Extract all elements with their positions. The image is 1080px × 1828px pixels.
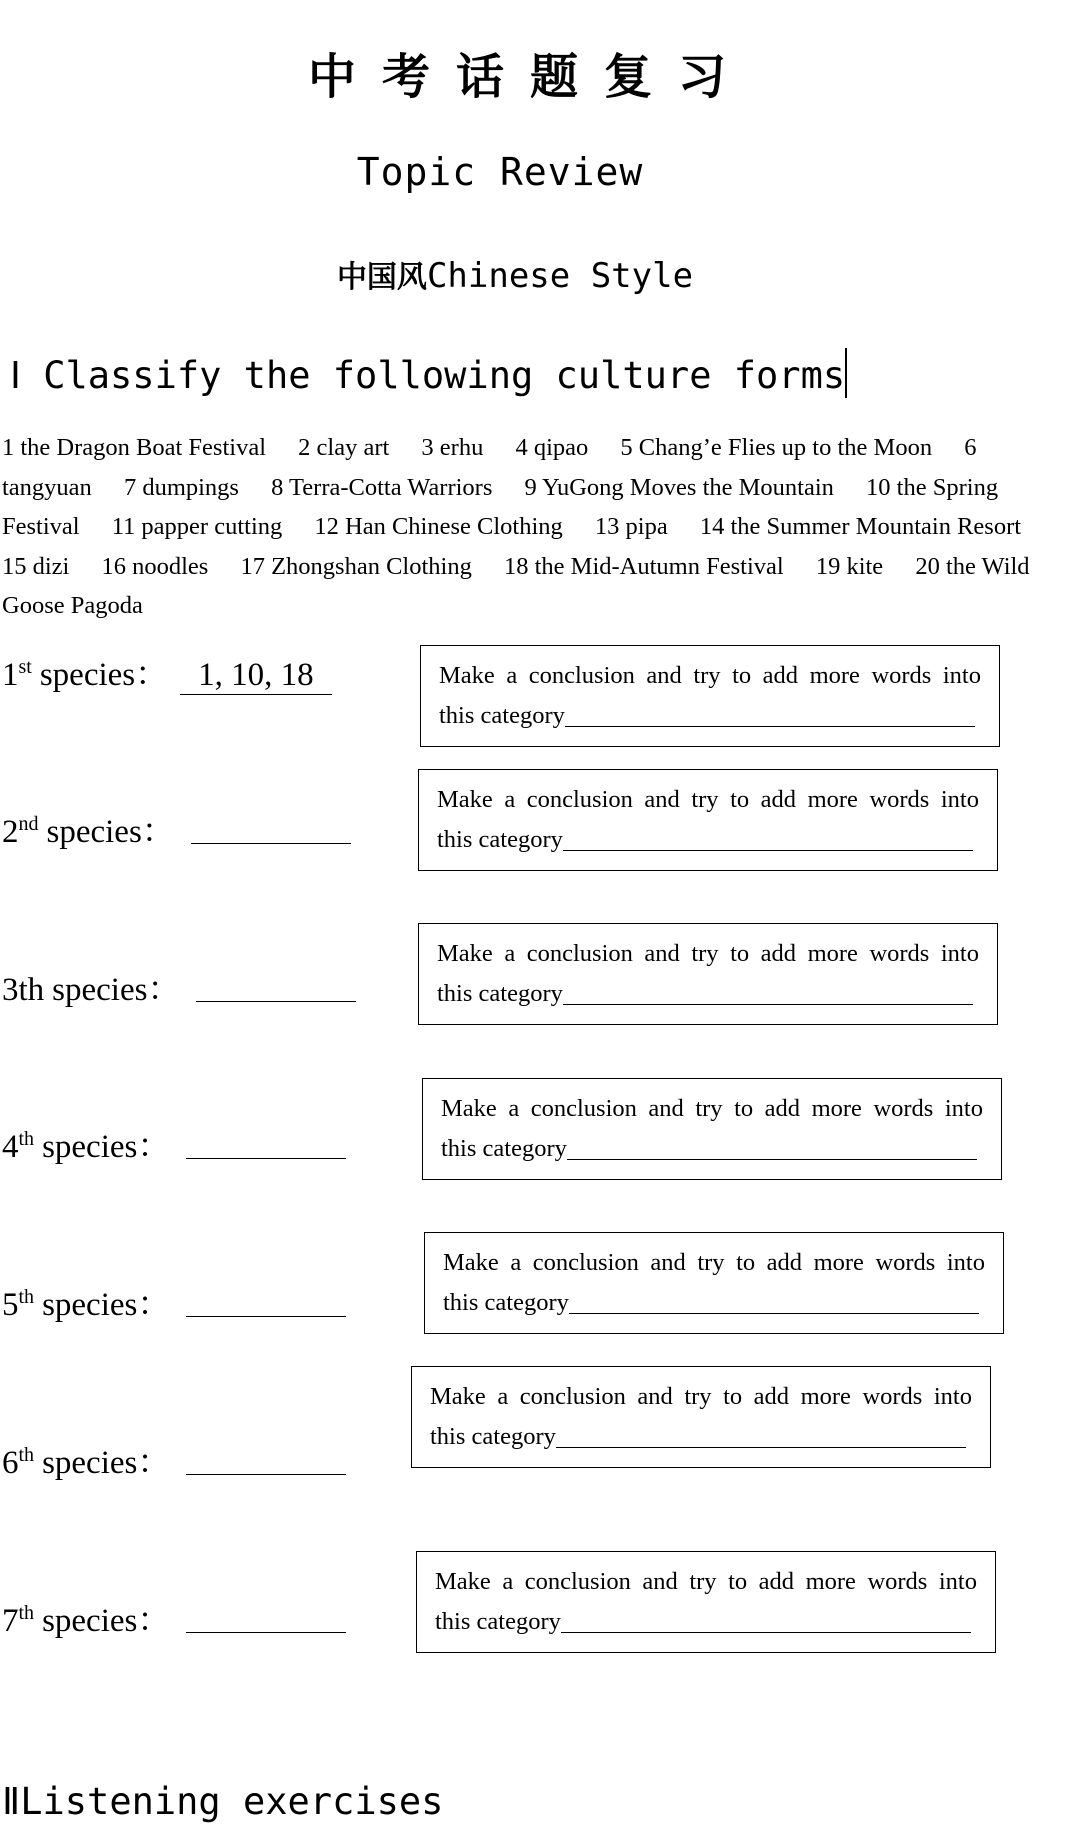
species-label: species：: [42, 1129, 171, 1165]
species-label: species：: [42, 1603, 171, 1639]
conclusion-prompt: Make a conclusion and try to add more words into: [439, 662, 981, 689]
species-number: 6: [2, 1445, 19, 1481]
culture-form-item: 19 kite: [815, 552, 884, 580]
conclusion-prompt: Make a conclusion and try to add more words into: [443, 1249, 985, 1276]
culture-form-item: 14 the Summer Mountain Resort: [699, 513, 1022, 540]
species-answer-blank[interactable]: [186, 1608, 346, 1633]
species-number: 5: [2, 1287, 19, 1323]
subtitle-chinese: 中国风: [336, 260, 427, 295]
conclusion-answer-blank[interactable]: [565, 702, 975, 727]
section-1-heading: [10, 348, 847, 398]
conclusion-prompt-continued: this category: [435, 1608, 561, 1635]
species-number: 2: [2, 814, 19, 850]
ordinal-suffix: th: [18, 1128, 35, 1150]
culture-form-item: 11 papper cutting: [111, 513, 283, 540]
species-number: 4: [2, 1129, 19, 1165]
conclusion-box-7: [416, 1551, 996, 1653]
conclusion-answer-blank[interactable]: [563, 980, 973, 1005]
species-row-4: [2, 1120, 346, 1167]
culture-form-item: 10 the Spring Festival: [2, 473, 999, 540]
conclusion-prompt-continued: this category: [443, 1289, 569, 1316]
species-answer-blank[interactable]: [196, 977, 356, 1002]
section-2-heading: ⅡListening exercises: [2, 1780, 444, 1823]
conclusion-prompt-continued: this category: [437, 826, 563, 853]
culture-form-item: 3 erhu: [421, 434, 484, 461]
conclusion-prompt: Make a conclusion and try to add more words into: [430, 1383, 972, 1410]
conclusion-prompt: Make a conclusion and try to add more words into: [435, 1568, 977, 1595]
culture-form-item: 13 pipa: [594, 513, 668, 540]
species-number: 3th: [2, 972, 45, 1008]
species-row-1: [2, 648, 332, 695]
culture-form-item: 15 dizi: [2, 552, 70, 580]
section-1-heading-text: Ⅰ Classify the following culture forms: [10, 354, 846, 397]
conclusion-prompt: Make a conclusion and try to add more words into: [437, 786, 979, 813]
culture-form-item: 7 dumpings: [123, 473, 239, 501]
conclusion-answer-blank[interactable]: [561, 1608, 971, 1633]
conclusion-box-5: [424, 1232, 1004, 1334]
conclusion-prompt: Make a conclusion and try to add more words into: [441, 1095, 983, 1122]
conclusion-answer-blank[interactable]: [563, 826, 973, 851]
species-answer[interactable]: 1, 10, 18: [180, 657, 332, 695]
species-label: species：: [52, 972, 181, 1008]
species-number: 7: [2, 1603, 19, 1639]
ordinal-suffix: th: [18, 1286, 35, 1308]
culture-form-item: 20 the Wild Goose Pagoda: [2, 552, 1030, 619]
subtitle-english: Chinese Style: [426, 256, 694, 296]
conclusion-answer-blank[interactable]: [556, 1423, 966, 1448]
culture-form-item: 2 clay art: [298, 434, 390, 461]
ordinal-suffix: th: [18, 1444, 35, 1466]
culture-form-item: 12 Han Chinese Clothing: [314, 513, 563, 540]
species-label: species：: [39, 657, 169, 693]
ordinal-suffix: st: [18, 656, 32, 678]
culture-forms-list: [2, 428, 1072, 626]
conclusion-box-2: [418, 769, 998, 871]
species-label: species：: [42, 1287, 171, 1323]
culture-form-item: 16 noodles: [101, 552, 209, 580]
conclusion-box-6: [411, 1366, 991, 1468]
species-row-5: [2, 1278, 346, 1325]
text-cursor: [845, 348, 847, 398]
species-row-2: [2, 805, 351, 852]
culture-form-item: 1 the Dragon Boat Festival: [2, 434, 267, 461]
species-answer-blank[interactable]: [186, 1134, 346, 1159]
species-answer-blank[interactable]: [186, 1292, 346, 1317]
culture-form-item: 5 Chang’e Flies up to the Moon: [620, 434, 933, 461]
species-row-3: [2, 963, 356, 1010]
culture-form-item: 8 Terra-Cotta Warriors: [271, 473, 493, 501]
conclusion-prompt: Make a conclusion and try to add more words into: [437, 940, 979, 967]
species-answer-blank[interactable]: [191, 819, 351, 844]
conclusion-box-4: [422, 1078, 1002, 1180]
culture-form-item: 18 the Mid-Autumn Festival: [503, 552, 784, 580]
culture-form-item: 9 YuGong Moves the Mountain: [524, 473, 834, 501]
conclusion-answer-blank[interactable]: [567, 1135, 977, 1160]
conclusion-box-3: [418, 923, 998, 1025]
culture-form-item: 4 qipao: [515, 434, 589, 461]
ordinal-suffix: th: [18, 1602, 35, 1624]
topic-subtitle: [0, 252, 1030, 296]
conclusion-prompt-continued: this category: [437, 980, 563, 1007]
species-number: 1: [2, 657, 19, 693]
conclusion-box-1: [420, 645, 1000, 747]
page-title-chinese: 中考话题复习: [307, 49, 752, 105]
species-row-7: [2, 1594, 346, 1641]
ordinal-suffix: nd: [18, 813, 39, 835]
species-label: species：: [46, 814, 175, 850]
conclusion-answer-blank[interactable]: [569, 1289, 979, 1314]
culture-form-item: 6 tangyuan: [2, 434, 977, 501]
species-label: species：: [42, 1445, 171, 1481]
species-row-6: [2, 1436, 346, 1483]
page-title-english: Topic Review: [356, 150, 644, 194]
conclusion-prompt-continued: this category: [441, 1135, 567, 1162]
species-answer-blank[interactable]: [186, 1450, 346, 1475]
culture-form-item: 17 Zhongshan Clothing: [240, 552, 472, 580]
conclusion-prompt-continued: this category: [430, 1423, 556, 1450]
conclusion-prompt-continued: this category: [439, 702, 565, 729]
